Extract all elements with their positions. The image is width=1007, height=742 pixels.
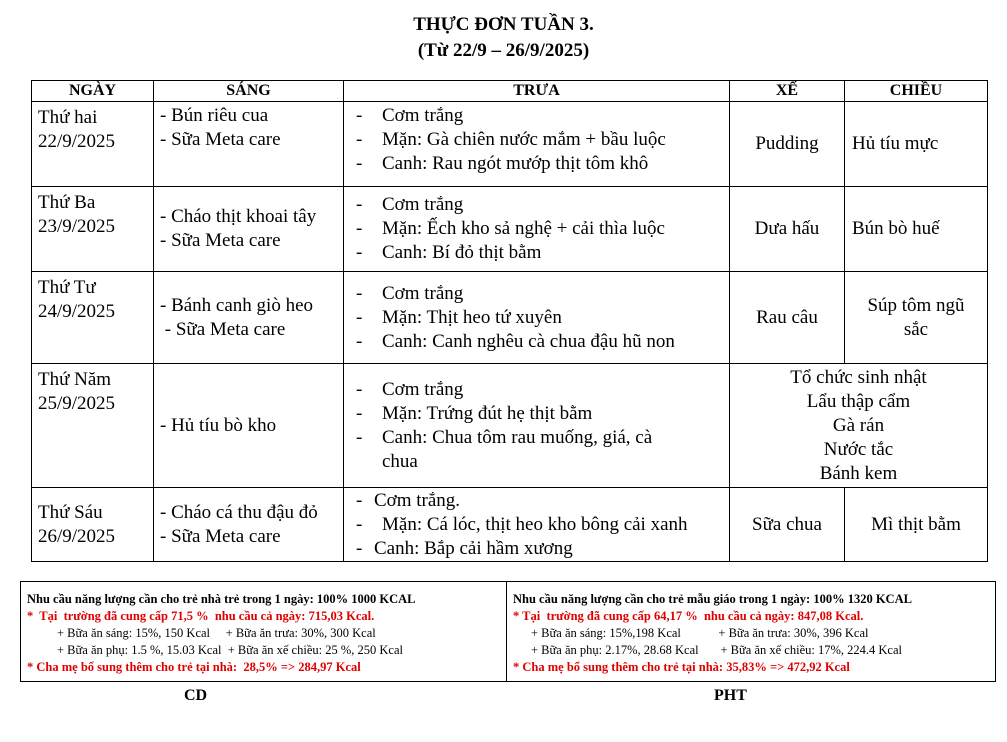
breakfast-cell [154,272,344,364]
afternoon-cell: Hủ tíu mực [845,102,988,187]
birthday-item: Tổ chức sinh nhật [790,366,927,388]
breakfast-item: - Cháo cá thu đậu đỏ [160,501,318,523]
lunch-item: - Mặn: Gà chiên nước mắm + bầu luộc [356,128,729,152]
energy-meal-breakdown: + Bữa ăn phụ: 2.17%, 28.68 Kcal + Bữa ăn xế chiều: 17%, 224.4 Kcal [531,643,902,657]
energy-school-provided: * Tại trường đã cung cấp 71,5 % nhu cầu cả ngày: 715,03 Kcal. [27,609,375,623]
lunch-item: - Mặn: Trứng đút hẹ thịt bằm [356,402,729,426]
energy-school-provided: * Tại trường đã cung cấp 64,17 % nhu cầu cả ngày: 847,08 Kcal. [513,609,864,623]
header-ngay: NGÀY [32,81,154,102]
day-date: 22/9/2025 [38,131,116,152]
day-name: Thứ Ba [38,192,96,213]
energy-box-nursery [20,581,507,682]
breakfast-item: - Sữa Meta care [160,318,286,340]
day-name: Thứ hai [38,107,98,128]
snack-cell: Sữa chua [730,488,845,562]
day-date: 24/9/2025 [38,301,116,322]
lunch-cell [344,187,730,272]
lunch-item: - Canh: Rau ngót mướp thịt tôm khô [356,152,729,176]
energy-heading: Nhu cầu năng lượng cần cho trẻ mẫu giáo trong 1 ngày: 100% 1320 KCAL [513,592,912,606]
birthday-item: Lẩu thập cẩm [806,390,911,412]
lunch-item: - Cơm trắng [356,282,729,306]
page-subtitle: (Từ 22/9 – 26/9/2025) [417,40,590,61]
signature-cd: CD [184,687,208,704]
header-sang: SÁNG [154,81,344,102]
snack-cell: Pudding [730,102,845,187]
table-row [32,272,988,364]
breakfast-cell [154,488,344,562]
signature-pht: PHT [714,687,747,704]
lunch-cell [344,364,730,488]
lunch-item: - Cơm trắng [356,378,729,402]
afternoon-cell: Bún bò huế [845,187,988,272]
lunch-item: - Canh: Canh nghêu cà chua đậu hũ non [356,330,729,354]
birthday-cell [730,364,988,488]
breakfast-item: - Bún riêu cua [160,105,269,126]
day-cell [32,488,154,562]
lunch-item: - Cơm trắng. [356,489,729,513]
day-name: Thứ Năm [38,369,112,390]
header-xe: XẾ [730,81,845,102]
energy-box-kindergarten [506,581,996,682]
breakfast-cell [154,187,344,272]
energy-meal-breakdown: + Bữa ăn phụ: 1.5 %, 15.03 Kcal + Bữa ăn xế chiều: 25 %, 250 Kcal [57,643,403,657]
energy-home-supplement: * Cha mẹ bổ sung thêm cho trẻ tại nhà: 35,83% => 472,92 Kcal [513,660,850,674]
lunch-cell [344,272,730,364]
day-cell [32,102,154,187]
afternoon-cell: Mì thịt bằm [845,488,988,562]
birthday-item: Bánh kem [819,462,898,484]
page-title: THỰC ĐƠN TUẦN 3. [413,14,594,35]
day-date: 25/9/2025 [38,393,116,414]
breakfast-item: - Sữa Meta care [160,129,281,150]
snack-cell: Rau câu [730,272,845,364]
lunch-item: - Mặn: Cá lóc, thịt heo kho bông cải xanh [356,513,729,537]
lunch-cell [344,488,730,562]
lunch-item: - Mặn: Thịt heo tứ xuyên [356,306,729,330]
lunch-item: - Mặn: Ếch kho sả nghệ + cải thìa luộc [356,217,729,241]
table-row [32,187,988,272]
lunch-item: - Canh: Chua tôm rau muống, giá, cà chua [356,426,729,474]
breakfast-cell [154,364,344,488]
day-date: 26/9/2025 [38,525,116,547]
day-cell [32,272,154,364]
table-row [32,488,988,562]
birthday-item: Nước tắc [823,438,894,460]
table-row [32,364,988,488]
lunch-item: - Canh: Bí đỏ thịt bằm [356,241,729,265]
birthday-item: Gà rán [832,414,885,436]
header-chieu: CHIỀU [845,81,988,102]
energy-home-supplement: * Cha mẹ bổ sung thêm cho trẻ tại nhà: 28,5% => 284,97 Kcal [27,660,361,674]
breakfast-item: - Cháo thịt khoai tây [160,206,317,227]
menu-table [31,80,988,562]
breakfast-cell [154,102,344,187]
day-name: Thứ Sáu [38,501,103,523]
header-trua: TRƯA [344,81,730,102]
table-row [32,102,988,187]
day-date: 23/9/2025 [38,216,116,237]
energy-heading: Nhu cầu năng lượng cần cho trẻ nhà trẻ trong 1 ngày: 100% 1000 KCAL [27,592,416,606]
lunch-item: - Cơm trắng [356,193,729,217]
snack-cell: Dưa hấu [730,187,845,272]
energy-meal-breakdown: + Bữa ăn sáng: 15%,198 Kcal + Bữa ăn trưa: 30%, 396 Kcal [531,626,869,640]
table-header-row [32,81,988,102]
day-name: Thứ Tư [38,277,96,298]
day-cell [32,187,154,272]
breakfast-item: - Hủ tíu bò kho [160,414,277,436]
breakfast-item: - Sữa Meta care [160,525,281,547]
lunch-item: - Canh: Bắp cải hầm xương [356,537,729,561]
afternoon-cell: Súp tôm ngũ sắc [845,272,988,364]
day-cell [32,364,154,488]
breakfast-item: - Bánh canh giò heo [160,294,314,316]
lunch-cell [344,102,730,187]
lunch-item: - Cơm trắng [356,104,729,128]
breakfast-item: - Sữa Meta care [160,230,281,251]
energy-meal-breakdown: + Bữa ăn sáng: 15%, 150 Kcal + Bữa ăn trưa: 30%, 300 Kcal [57,626,376,640]
